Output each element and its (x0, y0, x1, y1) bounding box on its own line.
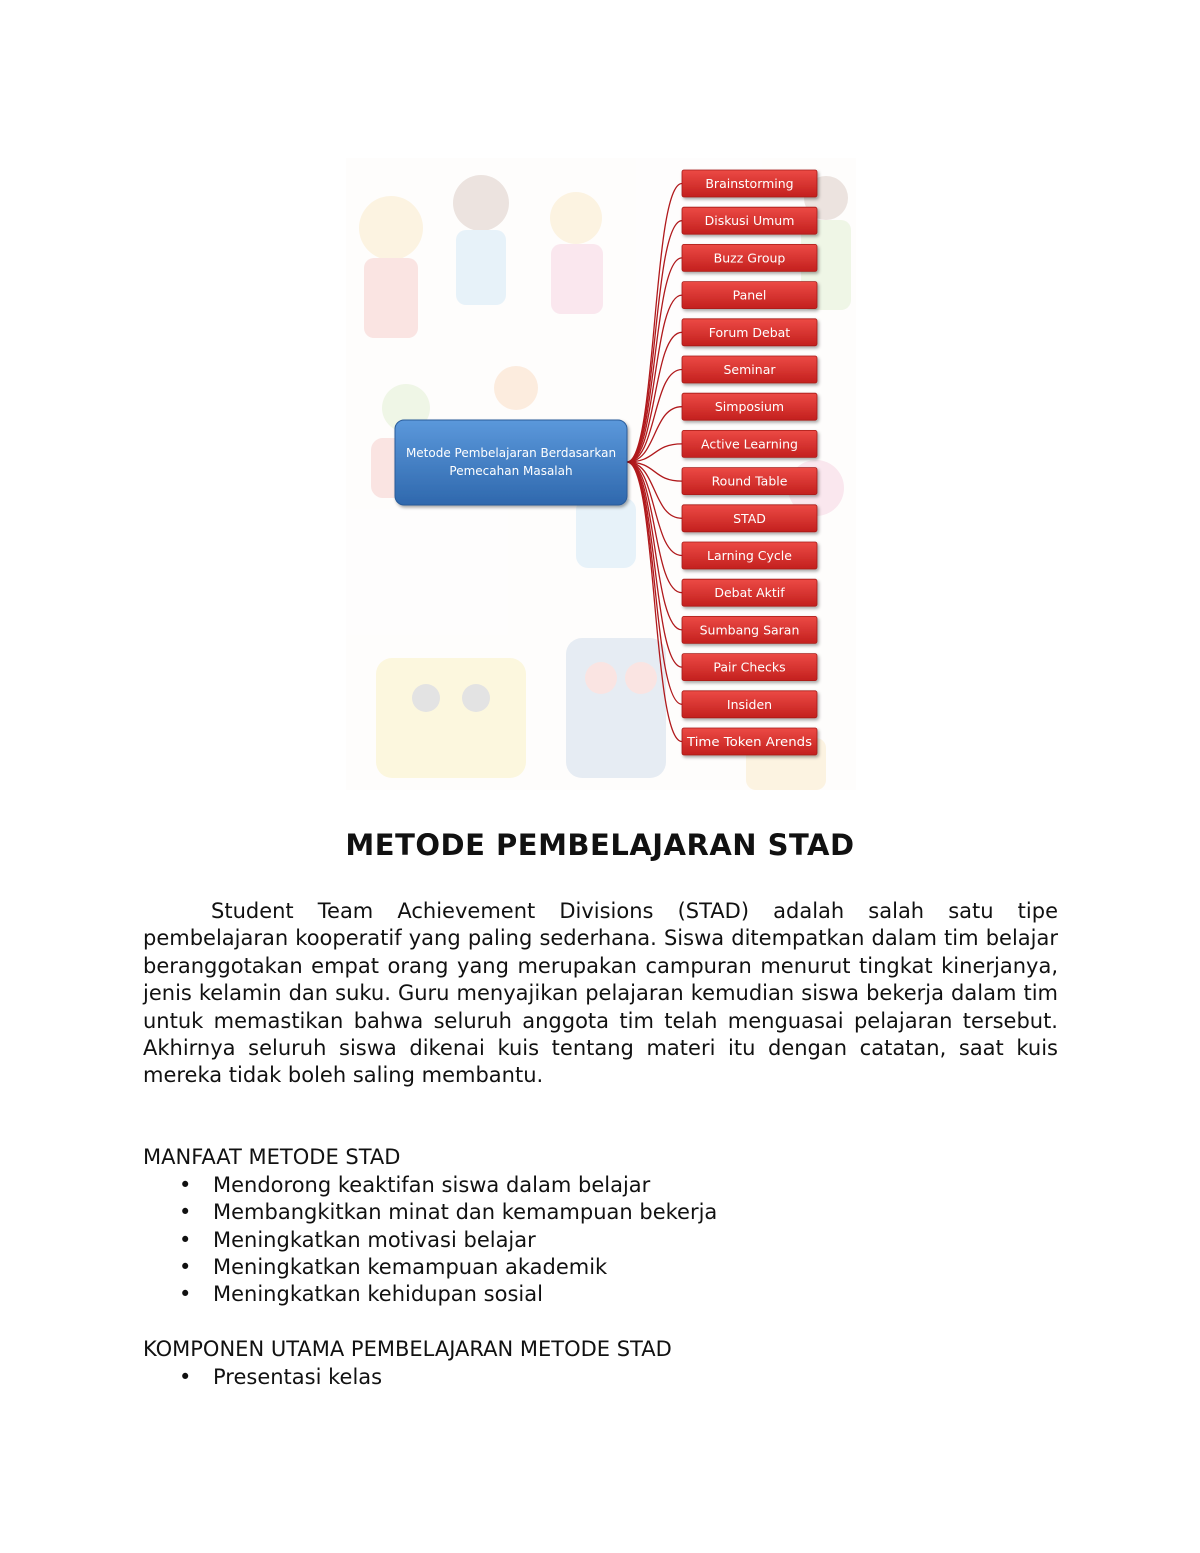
components-heading: KOMPONEN UTAMA PEMBELAJARAN METODE STAD (143, 1337, 672, 1361)
method-node-round-table (682, 468, 817, 495)
method-node-buzz-group (682, 244, 817, 271)
center-node-label-line1: Metode Pembelajaran Berdasarkan (405, 446, 617, 460)
method-node-seminar (682, 356, 817, 383)
method-diagram-figure (346, 158, 856, 790)
list-item (143, 1254, 717, 1281)
components-list (143, 1364, 382, 1391)
method-node-simposium (682, 393, 817, 420)
intro-paragraph: Student Team Achievement Divisions (STAD) adalah salah satu tipe pembelajaran kooperatif yang paling sederhana. Siswa ditempatkan dalam tim belajar beranggotakan empat orang yang merupakan campuran menurut tingkat kinerjanya, jenis kelamin dan suku. Guru menyajikan pelajaran kemudian siswa bekerja dalam tim untuk memastikan bahwa seluruh anggota tim telah menguasai pelajaran tersebut. Akhirnya seluruh siswa dikenai kuis tentang materi itu dengan catatan, saat kuis mereka tidak boleh saling membantu. (143, 899, 1058, 1088)
center-node-box (395, 420, 627, 505)
method-node-diskusi-umum (682, 207, 817, 234)
bullet-icon: • (179, 1173, 192, 1197)
method-node-brainstorming (682, 170, 817, 197)
benefits-heading: MANFAAT METODE STAD (143, 1145, 401, 1169)
method-label: Diskusi Umum (704, 213, 795, 229)
list-item (143, 1172, 717, 1199)
list-item-text: Meningkatkan kehidupan sosial (213, 1282, 543, 1307)
method-node-insiden (682, 691, 817, 718)
method-node-larning-cycle (682, 542, 817, 569)
method-node-active-learning (682, 430, 817, 457)
list-item-text: Presentasi kelas (213, 1365, 383, 1389)
center-node (395, 420, 627, 505)
list-item (143, 1364, 382, 1391)
list-item-text: Meningkatkan kemampuan akademik (213, 1254, 608, 1279)
list-item (143, 1281, 717, 1308)
list-item-text: Mendorong keaktifan siswa dalam belajar (213, 1173, 651, 1197)
method-node-forum-debat (682, 319, 817, 346)
method-label: STAD (733, 510, 766, 526)
method-label: Insiden (726, 696, 773, 712)
method-label: Sumbang Saran (699, 622, 800, 638)
method-label: Larning Cycle (707, 548, 792, 563)
method-node-sumbang-saran (682, 616, 817, 643)
bullet-icon: • (179, 1254, 192, 1279)
list-item-text: Meningkatkan motivasi belajar (213, 1227, 536, 1252)
document-title: METODE PEMBELAJARAN STAD (345, 828, 855, 862)
list-item (143, 1199, 717, 1226)
bullet-icon: • (179, 1200, 192, 1225)
method-label: Round Table (711, 473, 788, 489)
method-diagram (346, 158, 856, 790)
bullet-icon: • (179, 1365, 192, 1389)
center-node-label-line2: Pemecahan Masalah (449, 464, 573, 478)
method-node-time-token-arends (682, 728, 817, 755)
method-node-pair-checks (682, 654, 817, 681)
method-label: Active Learning (701, 436, 798, 452)
method-label: Buzz Group (713, 250, 786, 266)
method-label: Time Token Arends (685, 734, 812, 749)
method-node-stad (682, 505, 817, 532)
benefits-list (143, 1172, 717, 1308)
list-item-text: Membangkitkan minat dan kemampuan bekerja (213, 1200, 718, 1225)
method-label: Panel (732, 287, 767, 303)
method-label: Simposium (714, 399, 785, 415)
method-label: Forum Debat (708, 324, 791, 340)
method-label: Seminar (723, 362, 776, 377)
bullet-icon: • (179, 1282, 192, 1307)
method-label: Debat Aktif (714, 585, 785, 601)
method-node-debat-aktif (682, 579, 817, 606)
method-node-panel (682, 282, 817, 309)
method-label: Brainstorming (705, 176, 794, 191)
bullet-icon: • (179, 1227, 192, 1252)
method-label: Pair Checks (713, 659, 786, 675)
list-item (143, 1227, 717, 1254)
